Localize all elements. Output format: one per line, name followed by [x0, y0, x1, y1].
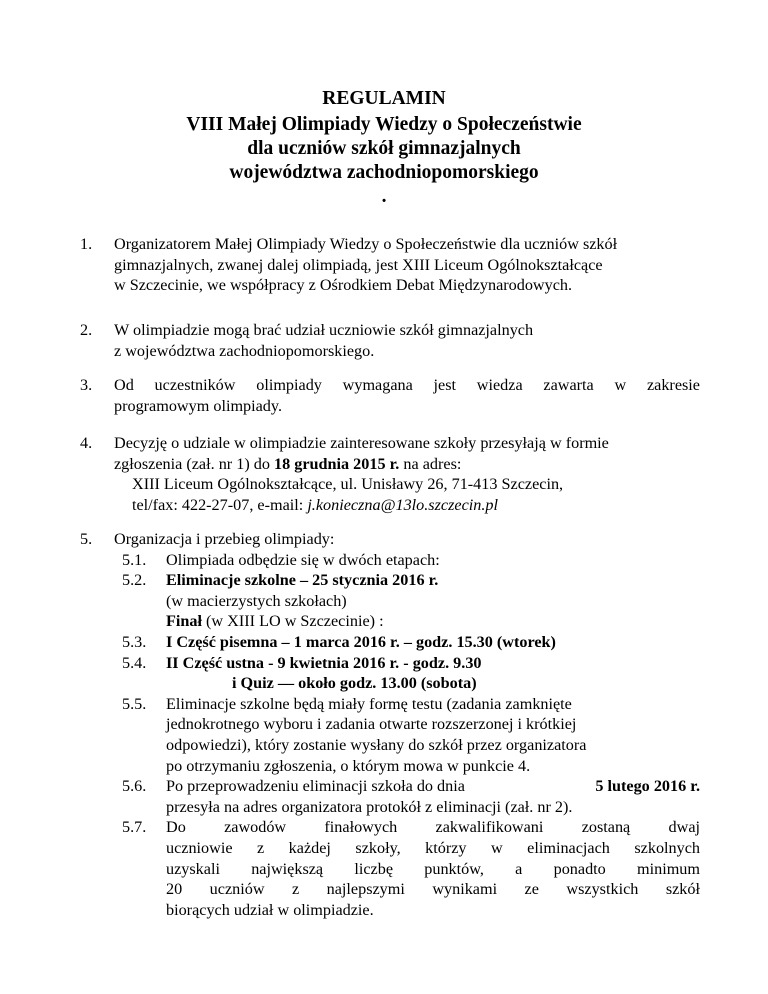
subitem-text: (w macierzystych szkołach) [166, 591, 347, 610]
text-segment: Po przeprowadzeniu eliminacji szkoła do dnia [166, 777, 465, 796]
item-text-line: gimnazjalnych, zwanej dalej olimpiadą, jest XIII Liceum Ogólnokształcące [114, 255, 603, 274]
title-regulamin: REGULAMIN [322, 88, 446, 109]
deadline-date: 5 lutego 2016 r. [595, 777, 700, 796]
title-audience: dla uczniów szkół gimnazjalnych [247, 138, 521, 159]
subitem-5-1 [80, 550, 700, 571]
subitem-text: uzyskali największą liczbę punktów, a ponadto minimum [166, 859, 700, 878]
subitem-text: po otrzymaniu zgłoszenia, o którym mowa w punkcie 4. [166, 756, 531, 775]
list-item-1 [80, 234, 700, 296]
title-dot: . [381, 186, 387, 207]
text-segment: zgłoszenia (zał. nr 1) do [114, 454, 275, 473]
subitem-number: 5.3. [122, 632, 147, 651]
item-text-line: programowym olimpiady. [114, 396, 282, 415]
subitem-text: Eliminacje szkolne – 25 stycznia 2016 r. [166, 571, 439, 590]
text-segment: (w XIII LO w Szczecinie) : [201, 612, 384, 631]
section-heading: Organizacja i przebieg olimpiady: [114, 530, 335, 548]
subitem-text: 20 uczniów z najlepszymi wynikami ze wszystkich szkół [166, 880, 700, 899]
subitem-text: odpowiedzi), który zostanie wysłany do szkół przez organizatora [166, 735, 587, 754]
item-text-line: Od uczestników olimpiady wymagana jest wiedza zawarta w zakresie [114, 376, 700, 394]
subitem-text: i Quiz –– około godz. 13.00 (sobota) [232, 674, 477, 693]
list-number: 3. [80, 376, 93, 394]
subitem-5-2 [80, 570, 700, 632]
deadline-date: 18 grudnia 2015 r. [274, 454, 400, 473]
list-item-4 [80, 433, 700, 515]
list-item-5 [80, 529, 700, 920]
list-number: 5. [80, 530, 93, 548]
subitem-text: Olimpiada odbędzie się w dwóch etapach: [166, 550, 440, 569]
subitem-text [166, 611, 700, 632]
list-item-2 [80, 320, 700, 361]
subitem-number: 5.2. [122, 571, 147, 590]
list-number: 2. [80, 321, 93, 339]
subitem-text [166, 776, 700, 797]
item-text-line: Organizatorem Małej Olimpiady Wiedzy o Społeczeństwie dla uczniów szkół [114, 235, 618, 253]
subitem-5-4 [80, 653, 700, 694]
list-number: 4. [80, 434, 93, 452]
text-segment: Finał [166, 612, 202, 631]
subitem-5-6 [80, 776, 700, 817]
item-text-line: W olimpiadzie mogą brać udział uczniowie szkół gimnazjalnych [114, 321, 534, 339]
subitem-text: Do zawodów finałowych zakwalifikowani zostaną dwaj [166, 818, 700, 837]
item-text-line: Decyzję o udziale w olimpiadzie zainteresowane szkoły przesyłają w formie [114, 434, 609, 452]
subitem-text: jednokrotnego wyboru i zadania otwarte rozszerzonej i krótkiej [166, 715, 577, 734]
list-item-3 [80, 375, 700, 416]
contact-line [114, 495, 700, 516]
subitem-5-3 [80, 632, 700, 653]
subitem-5-5 [80, 694, 700, 776]
title-region: województwa zachodniopomorskiego [229, 162, 539, 183]
email-address: j.konieczna@13lo.szczecin.pl [307, 495, 498, 514]
subitem-text: II Część ustna - 9 kwietnia 2016 r. - godz. 9.30 [166, 653, 482, 672]
subitem-text: biorących udział w olimpiadzie. [166, 900, 374, 919]
item-text-line: w Szczecinie, we współpracy z Ośrodkiem Debat Międzynarodowych. [114, 276, 573, 295]
subitem-text: I Część pisemna – 1 marca 2016 r. – godz. 15.30 (wtorek) [166, 632, 556, 651]
subitem-text: Eliminacje szkolne będą miały formę testu (zadania zamknięte [166, 694, 572, 713]
subitem-5-7 [80, 817, 700, 920]
subitem-number: 5.6. [122, 777, 147, 796]
title-olympiad-name: VIII Małej Olimpiady Wiedzy o Społeczeństwie [186, 114, 582, 135]
item-text-line [114, 454, 700, 475]
address-line: XIII Liceum Ogólnokształcące, ul. Unisławy 26, 71-413 Szczecin, [132, 475, 564, 494]
subitem-text: uczniowie z każdej szkoły, którzy w eliminacjach szkolnych [166, 838, 700, 857]
subitem-number: 5.7. [122, 818, 147, 837]
subitem-number: 5.5. [122, 694, 147, 713]
subitem-text: przesyła na adres organizatora protokół z eliminacji (zał. nr 2). [166, 797, 573, 816]
subitem-number: 5.1. [122, 550, 147, 569]
text-segment: tel/fax: 422-27-07, e-mail: [132, 495, 308, 514]
item-text-line: z województwa zachodniopomorskiego. [114, 341, 375, 360]
list-number: 1. [80, 235, 93, 253]
subitem-number: 5.4. [122, 653, 147, 672]
text-segment: na adres: [399, 454, 462, 473]
